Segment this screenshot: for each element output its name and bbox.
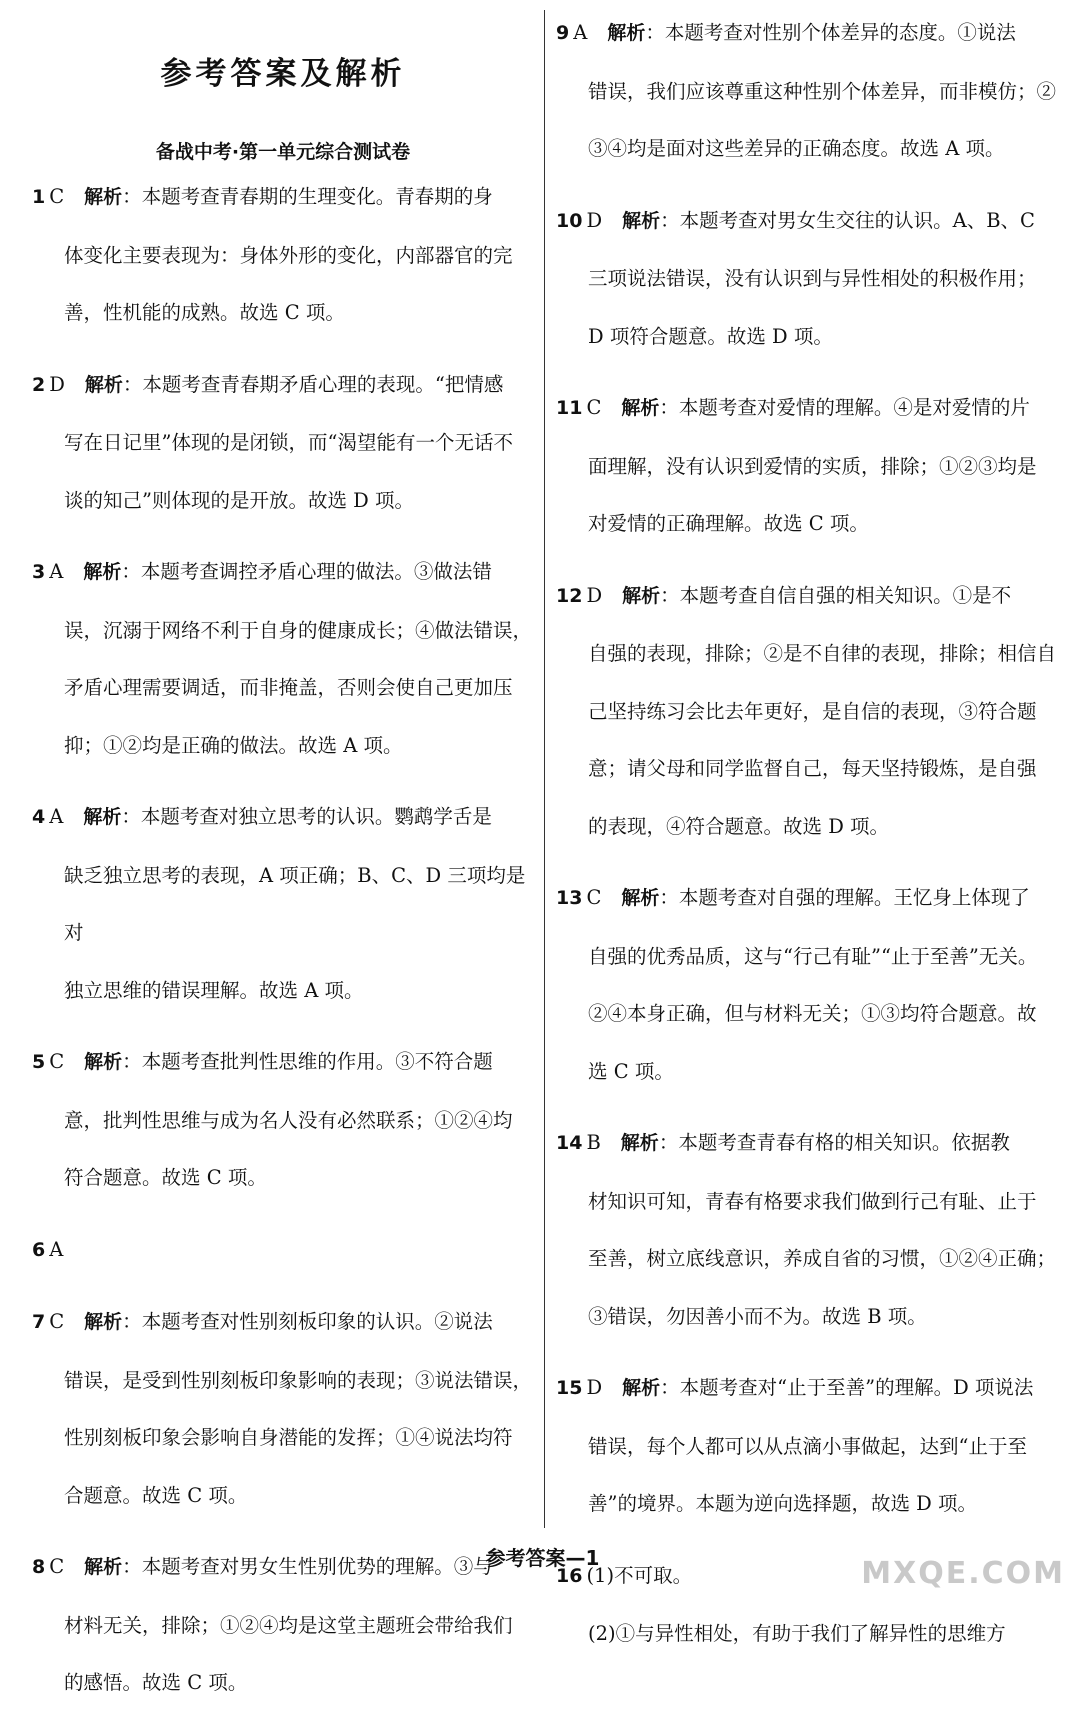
analysis-text-line: ②④本身正确，但与材料无关；①③均符合题意。故 [588, 1002, 1037, 1025]
answer-item-first-line: 15 D 解析：本题考查对“止于至善”的理解。D 项说法 [556, 1376, 1034, 1399]
answer-item [556, 4, 1061, 178]
answer-item-first-line: 5 C 解析：本题考查批判性思维的作用。③不符合题 [32, 1050, 493, 1073]
analysis-text-line: ③错误，勿因善小而不为。故选 B 项。 [588, 1304, 927, 1328]
analysis-text-line: 矛盾心理需要调适，而非掩盖，否则会使自己更加压 [64, 676, 513, 699]
analysis-text-line: (2)①与异性相处，有助于我们了解异性的思维方 [588, 1622, 1006, 1645]
answer-item [556, 379, 1061, 553]
left-answer-list [32, 168, 534, 1712]
analysis-text-line: 本题考查调控矛盾心理的做法。③做法错 [140, 560, 492, 583]
analysis-label: 解析 [83, 561, 122, 583]
answer-item-first-line: 12 D 解析：本题考查自信自强的相关知识。①是不 [556, 583, 1012, 607]
analysis-text-line: 本题考查对爱情的理解。④是对爱情的片 [678, 396, 1030, 419]
analysis-text-line: 本题考查自信自强的相关知识。①是不 [679, 583, 1012, 607]
analysis-text-line: 本题考查青春期的生理变化。青春期的身 [141, 185, 493, 208]
answer-item-first-line: 14 B 解析：本题考查青春有格的相关知识。依据教 [556, 1131, 1010, 1154]
answer-choice: D [586, 208, 603, 232]
answer-choice: C [49, 1310, 65, 1333]
answer-choice: A [49, 560, 64, 583]
answer-item-first-line: 1 C 解析：本题考查青春期的生理变化。青春期的身 [32, 185, 493, 208]
answer-item-first-line: 10 D 解析：本题考查对男女生交往的认识。A、B、C [556, 208, 1035, 232]
analysis-label: 解析 [607, 22, 646, 44]
answer-item [32, 356, 534, 530]
analysis-text-line: ③④均是面对这些差异的正确态度。故选 A 项。 [588, 137, 1005, 160]
answer-item-first-line: 3 A 解析：本题考查调控矛盾心理的做法。③做法错 [32, 560, 492, 583]
analysis-text-line: D 项符合题意。故选 D 项。 [588, 324, 833, 348]
answer-choice: C [586, 396, 602, 419]
analysis-text-line: 错误，每个人都可以从点滴小事做起，达到“止于至 [588, 1434, 1027, 1458]
answer-choice: C [49, 1555, 65, 1578]
analysis-text-line: 意；请父母和同学监督自己，每天坚持锻炼，是自强 [588, 757, 1037, 780]
analysis-label: 解析 [84, 1311, 123, 1333]
page-footer: 参考答案—1 [485, 1546, 600, 1570]
question-number: 16 [556, 1564, 583, 1587]
analysis-text-line: 本题考查对“止于至善”的理解。D 项说法 [679, 1376, 1034, 1399]
question-number: 3 [32, 561, 46, 583]
analysis-text-line: 错误，我们应该尊重这种性别个体差异，而非模仿；② [588, 79, 1057, 103]
analysis-text-line: 误，沉溺于网络不利于自身的健康成长；④做法错误， [64, 618, 533, 642]
analysis-text-line: 合题意。故选 C 项。 [64, 1483, 248, 1507]
answer-choice: D [49, 372, 65, 396]
answer-item [556, 192, 1061, 366]
analysis-label: 解析 [622, 584, 661, 607]
answer-item-first-line [32, 1221, 534, 1280]
analysis-label: 解析 [622, 209, 661, 232]
analysis-text-line: 自强的表现，排除；②是不自律的表现，排除；相信自 [588, 642, 1057, 665]
analysis-label: 解析 [622, 1377, 661, 1399]
analysis-text-line: 本题考查对男女生性别优势的理解。③与 [141, 1555, 493, 1578]
answer-choice: C [49, 185, 65, 208]
answer-choice: D [586, 583, 603, 607]
analysis-label: 解析 [621, 887, 660, 909]
analysis-text-line: 本题考查批判性思维的作用。③不符合题 [141, 1050, 493, 1073]
analysis-text-line: 的表现，④符合题意。故选 D 项。 [588, 814, 890, 838]
answer-item [556, 869, 1061, 1100]
answer-choice: A [49, 1237, 64, 1261]
answer-item-first-line: 8 C 解析：本题考查对男女生性别优势的理解。③与 [32, 1555, 493, 1578]
analysis-text-line: 选 C 项。 [588, 1059, 674, 1083]
question-number: 10 [556, 209, 583, 232]
answer-item-first-line: 4 A 解析：本题考查对独立思考的认识。鹦鹉学舌是 [32, 805, 492, 828]
analysis-text-line: 意，批判性思维与成为名人没有必然联系；①②④均 [64, 1108, 513, 1132]
analysis-text-line: 体变化主要表现为：身体外形的变化，内部器官的完 [64, 243, 513, 267]
answer-item-first-line: 9 A 解析：本题考查对性别个体差异的态度。①说法 [556, 21, 1016, 44]
analysis-text-line: 抑；①②均是正确的做法。故选 A 项。 [64, 733, 403, 757]
analysis-text-line: 至善，树立底线意识，养成自省的习惯，①②④正确； [588, 1247, 1057, 1270]
answer-item [556, 1359, 1061, 1533]
question-number: 6 [32, 1238, 46, 1261]
answer-choice: C [49, 1050, 65, 1073]
analysis-label: 解析 [83, 806, 122, 828]
question-number: 8 [32, 1556, 46, 1578]
watermark-logo: MXQE.COM [861, 1556, 1065, 1591]
analysis-label: 解析 [84, 1556, 123, 1578]
analysis-text-line: 本题考查对性别个体差异的态度。①说法 [664, 21, 1016, 44]
analysis-text-line: 己坚持练习会比去年更好，是自信的表现，③符合题 [588, 699, 1037, 723]
question-number: 13 [556, 887, 583, 909]
analysis-label: 解析 [84, 186, 123, 208]
left-column [32, 0, 534, 1712]
answer-item [32, 168, 534, 342]
analysis-text-line: 本题考查对自强的理解。王忆身上体现了 [678, 886, 1030, 909]
answer-item-first-line: 13 C 解析：本题考查对自强的理解。王忆身上体现了 [556, 886, 1030, 909]
analysis-text-line: 谈的知己”则体现的是开放。故选 D 项。 [64, 488, 415, 512]
question-number: 1 [32, 186, 46, 208]
answer-item-first-line: 2 D 解析：本题考查青春期矛盾心理的表现。“把情感 [32, 372, 504, 396]
analysis-text-line: 自强的优秀品质，这与“行己有耻”“止于至善”无关。 [588, 944, 1038, 968]
answer-item [556, 1114, 1061, 1345]
analysis-text-line: 面理解，没有认识到爱情的实质，排除；①②③均是 [588, 454, 1037, 478]
answer-item [32, 1033, 534, 1207]
analysis-text-line: 三项说法错误，没有认识到与异性相处的积极作用； [588, 267, 1037, 290]
analysis-label: 解析 [84, 373, 123, 396]
answer-item [32, 788, 534, 1019]
answer-choice: A [573, 21, 588, 44]
answer-choice: C [586, 886, 602, 909]
answer-choice: B [586, 1131, 601, 1154]
answer-item [556, 567, 1061, 856]
analysis-text-line: 善”的境界。本题为逆向选择题，故选 D 项。 [588, 1492, 978, 1515]
analysis-text-line: 善，性机能的成熟。故选 C 项。 [64, 301, 345, 324]
question-number: 12 [556, 584, 583, 607]
analysis-label: 解析 [620, 1132, 659, 1154]
analysis-text-line: 符合题意。故选 C 项。 [64, 1166, 267, 1189]
question-number: 9 [556, 22, 570, 44]
analysis-text-line: 材知识可知，青春有格要求我们做到行己有耻、止于 [588, 1189, 1037, 1213]
answer-choice: D [586, 1376, 603, 1399]
analysis-text-line: 缺乏独立思考的表现，A 项正确；B、C、D 三项均是对 [64, 863, 526, 944]
analysis-text-line: 对爱情的正确理解。故选 C 项。 [588, 512, 869, 535]
question-number: 5 [32, 1051, 46, 1073]
page-title: 参考答案及解析 [160, 56, 406, 92]
question-number: 4 [32, 806, 46, 828]
section-subtitle: 备战中考·第一单元综合测试卷 [155, 141, 411, 163]
analysis-text-line: 本题考查对独立思考的认识。鹦鹉学舌是 [140, 805, 492, 828]
question-number: 7 [32, 1311, 46, 1333]
analysis-label: 解析 [621, 397, 660, 419]
analysis-text-line: 本题考查对男女生交往的认识。A、B、C [679, 208, 1035, 232]
right-column [556, 0, 1061, 1663]
question-number: 15 [556, 1377, 583, 1399]
analysis-text-line: 的感悟。故选 C 项。 [64, 1671, 248, 1694]
answer-item-first-line: 7 C 解析：本题考查对性别刻板印象的认识。②说法 [32, 1310, 493, 1333]
answer-item [32, 1221, 534, 1280]
question-number: 11 [556, 397, 583, 419]
analysis-text-line: 本题考查青春期矛盾心理的表现。“把情感 [142, 372, 504, 396]
analysis-text-line: 材料无关，排除；①②④均是这堂主题班会带给我们 [64, 1613, 513, 1637]
answer-item [32, 543, 534, 774]
question-number: 14 [556, 1132, 583, 1154]
question-number: 2 [32, 373, 46, 396]
analysis-text-line: 性别刻板印象会影响自身潜能的发挥；①④说法均符 [64, 1426, 513, 1449]
analysis-label: 解析 [84, 1051, 123, 1073]
column-divider [544, 10, 545, 1528]
analysis-text-line: 本题考查青春有格的相关知识。依据教 [678, 1131, 1010, 1154]
answer-item [32, 1293, 534, 1524]
answer-item-first-line: 11 C 解析：本题考查对爱情的理解。④是对爱情的片 [556, 396, 1030, 419]
answer-choice: (1)不可取。 [586, 1563, 693, 1587]
analysis-text-line: 错误，是受到性别刻板印象影响的表现；③说法错误， [64, 1368, 533, 1392]
analysis-text-line: 独立思维的错误理解。故选 A 项。 [64, 978, 364, 1002]
answer-choice: A [49, 805, 64, 828]
analysis-text-line: 写在日记里”体现的是闭锁，而“渴望能有一个无话不 [64, 431, 513, 454]
analysis-text-line: 本题考查对性别刻板印象的认识。②说法 [141, 1310, 493, 1333]
right-answer-list [556, 4, 1061, 1663]
